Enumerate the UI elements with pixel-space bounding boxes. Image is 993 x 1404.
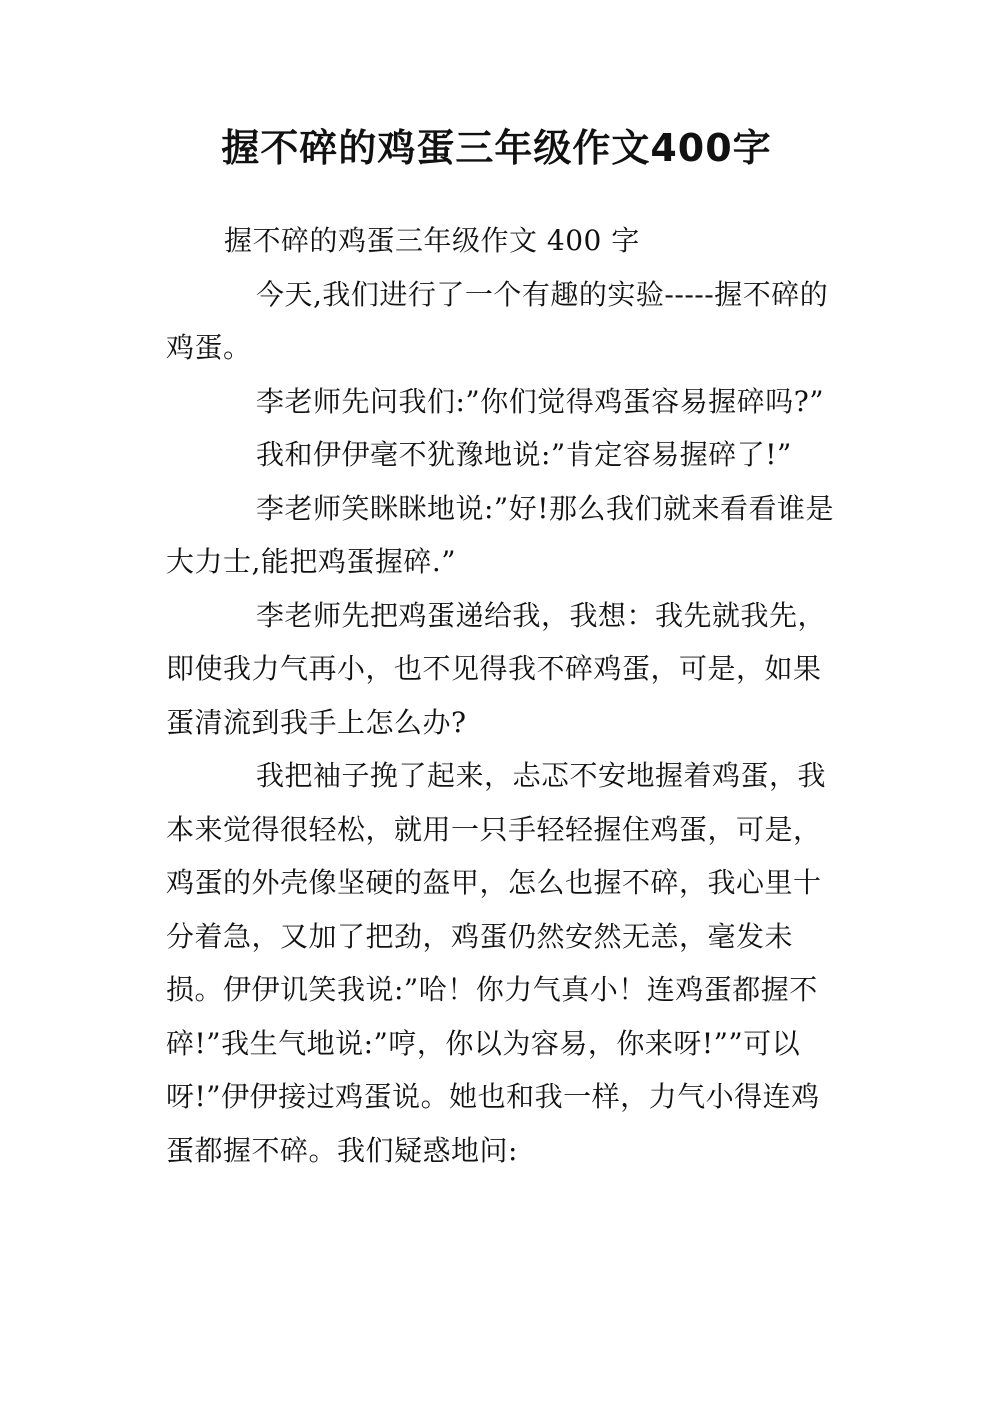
essay-subtitle: 握不碎的鸡蛋三年级作文 400 字: [224, 224, 640, 257]
essay-paragraph: 李老师先把鸡蛋递给我，我想：我先就我先，即使我力气再小，也不见得我不碎鸡蛋，可是，如果蛋清流到我手上怎么办?: [166, 598, 827, 739]
essay-paragraph: 我和伊伊毫不犹豫地说:”肯定容易握碎了!”: [256, 438, 792, 471]
essay-paragraph: 我把袖子挽了起来，忐忑不安地握着鸡蛋，我本来觉得很轻松，就用一只手轻轻握住鸡蛋，可是，鸡蛋的外壳像坚硬的盔甲，怎么也握不碎，我心里十分着急，又加了把劲，鸡蛋仍然安然无恙，毫发未损。伊伊讥笑我说:”哈！你力气真小！连鸡蛋都握不碎!”我生气地说:”哼，你以为容易，你来呀!””可以呀!”伊伊接过鸡蛋说。她也和我一样，力气小得连鸡蛋都握不碎。我们疑惑地问:: [166, 759, 827, 1167]
essay-paragraph: 今天,我们进行了一个有趣的实验-----握不碎的鸡蛋。: [166, 277, 829, 364]
essay-body: [166, 214, 838, 1177]
essay-paragraph: 李老师笑眯眯地说:”好!那么我们就来看看谁是大力士,能把鸡蛋握碎.”: [166, 491, 835, 578]
essay-paragraph: 李老师先问我们:”你们觉得鸡蛋容易握碎吗?”: [256, 384, 825, 418]
page-title: 握不碎的鸡蛋三年级作文400字: [221, 126, 772, 170]
